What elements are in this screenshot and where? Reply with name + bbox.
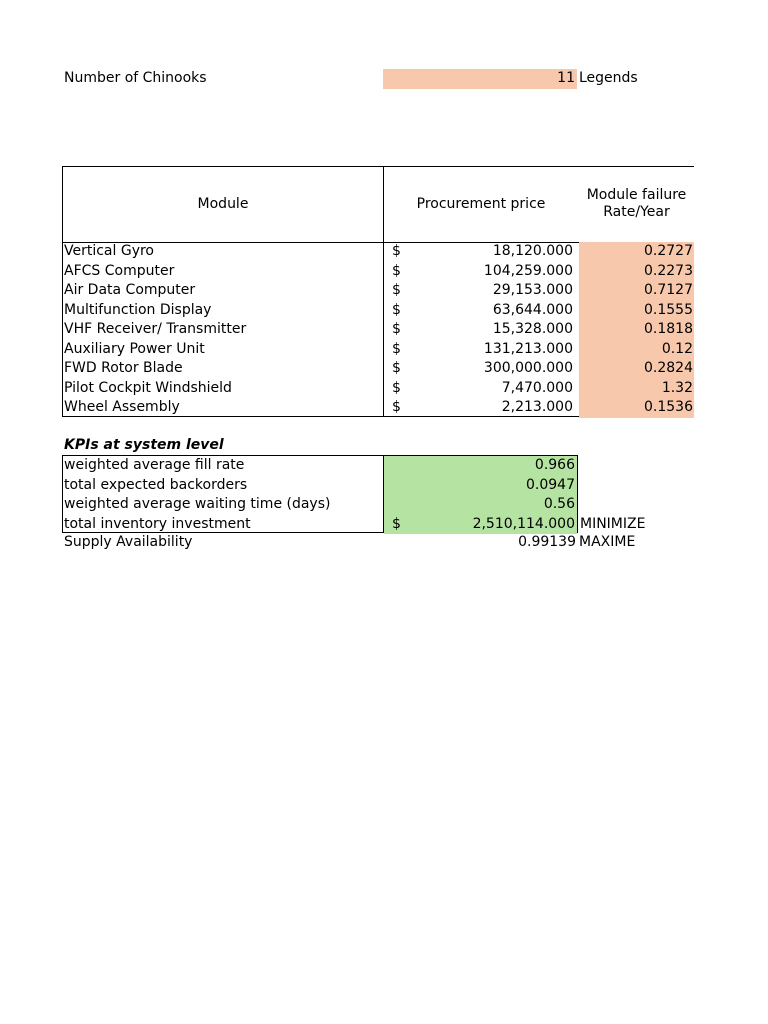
failure-rate-input[interactable]: 0.2727 bbox=[579, 242, 694, 262]
column-header-failure-rate: Module failure Rate/Year bbox=[586, 187, 687, 220]
procurement-price[interactable]: 104,259.000 bbox=[483, 262, 573, 279]
kpi-section-title: KPIs at system level bbox=[64, 437, 224, 453]
procurement-price[interactable]: 18,120.000 bbox=[492, 243, 573, 259]
module-name[interactable]: Vertical Gyro bbox=[64, 243, 155, 259]
currency-symbol: $ bbox=[392, 360, 401, 376]
currency-symbol: $ bbox=[392, 282, 401, 298]
chinooks-count-input[interactable]: 11 bbox=[383, 69, 577, 89]
currency-symbol: $ bbox=[392, 340, 401, 357]
module-name[interactable]: Auxiliary Power Unit bbox=[64, 340, 205, 357]
kpi-name[interactable]: total inventory investment bbox=[64, 515, 251, 532]
table-row bbox=[63, 359, 695, 379]
module-name[interactable]: AFCS Computer bbox=[64, 262, 175, 279]
kpi-table bbox=[62, 455, 646, 533]
supply-availability-label[interactable]: Supply Availability bbox=[64, 534, 193, 550]
currency-symbol: $ bbox=[392, 515, 401, 532]
procurement-price[interactable]: 2,213.000 bbox=[501, 399, 573, 415]
procurement-price[interactable]: 15,328.000 bbox=[492, 321, 573, 337]
column-header-module: Module bbox=[197, 196, 249, 212]
failure-rate-input[interactable]: 0.1818 bbox=[579, 320, 694, 340]
table-row bbox=[63, 398, 695, 418]
procurement-price[interactable]: 63,644.000 bbox=[492, 301, 573, 318]
chinooks-count-label: Number of Chinooks bbox=[64, 70, 207, 86]
table-row bbox=[63, 340, 695, 360]
column-header-procurement-price: Procurement price bbox=[416, 196, 546, 212]
module-name[interactable]: Multifunction Display bbox=[64, 301, 212, 318]
kpi-value[interactable]: 0.966 bbox=[384, 456, 577, 476]
legends-label: Legends bbox=[579, 70, 638, 86]
currency-symbol: $ bbox=[392, 321, 401, 337]
failure-rate-input[interactable]: 1.32 bbox=[579, 379, 694, 399]
module-name[interactable]: Wheel Assembly bbox=[64, 399, 180, 415]
table-row bbox=[63, 242, 695, 262]
failure-rate-input[interactable]: 0.2824 bbox=[579, 359, 694, 379]
failure-rate-input[interactable]: 0.1536 bbox=[579, 398, 694, 418]
module-table bbox=[62, 166, 694, 417]
objective-label: MAXIME bbox=[579, 534, 636, 550]
kpi-value[interactable]: 2,510,114.000 bbox=[384, 515, 577, 535]
kpi-value[interactable]: 0.56 bbox=[384, 495, 577, 515]
table-row bbox=[63, 281, 695, 301]
failure-rate-input[interactable]: 0.2273 bbox=[579, 262, 694, 282]
failure-rate-input[interactable]: 0.12 bbox=[579, 340, 694, 360]
failure-rate-input[interactable]: 0.1555 bbox=[579, 301, 694, 321]
table-row bbox=[63, 301, 695, 321]
kpi-row bbox=[63, 515, 646, 535]
currency-symbol: $ bbox=[392, 399, 401, 415]
table-row bbox=[63, 320, 695, 340]
module-name[interactable]: Pilot Cockpit Windshield bbox=[64, 379, 232, 396]
module-name[interactable]: Air Data Computer bbox=[64, 282, 196, 298]
currency-symbol: $ bbox=[392, 379, 401, 396]
supply-availability-value[interactable]: 0.99139 bbox=[518, 534, 576, 550]
table-row bbox=[63, 262, 695, 282]
table-row bbox=[63, 379, 695, 399]
failure-rate-input[interactable]: 0.7127 bbox=[579, 281, 694, 301]
procurement-price[interactable]: 7,470.000 bbox=[501, 379, 573, 396]
currency-symbol: $ bbox=[392, 262, 401, 279]
kpi-name[interactable]: weighted average waiting time (days) bbox=[64, 496, 331, 512]
kpi-row bbox=[63, 476, 577, 496]
procurement-price[interactable]: 131,213.000 bbox=[483, 340, 573, 357]
kpi-row bbox=[63, 456, 577, 476]
currency-symbol: $ bbox=[392, 243, 401, 259]
kpi-row bbox=[63, 495, 577, 515]
kpi-value[interactable]: 0.0947 bbox=[384, 476, 577, 496]
module-name[interactable]: VHF Receiver/ Transmitter bbox=[64, 321, 247, 337]
currency-symbol: $ bbox=[392, 301, 401, 318]
kpi-name[interactable]: total expected backorders bbox=[64, 476, 248, 493]
procurement-price[interactable]: 300,000.000 bbox=[483, 360, 573, 376]
objective-label: MINIMIZE bbox=[580, 515, 646, 532]
procurement-price[interactable]: 29,153.000 bbox=[492, 282, 573, 298]
module-name[interactable]: FWD Rotor Blade bbox=[64, 360, 183, 376]
kpi-name[interactable]: weighted average fill rate bbox=[64, 457, 245, 473]
